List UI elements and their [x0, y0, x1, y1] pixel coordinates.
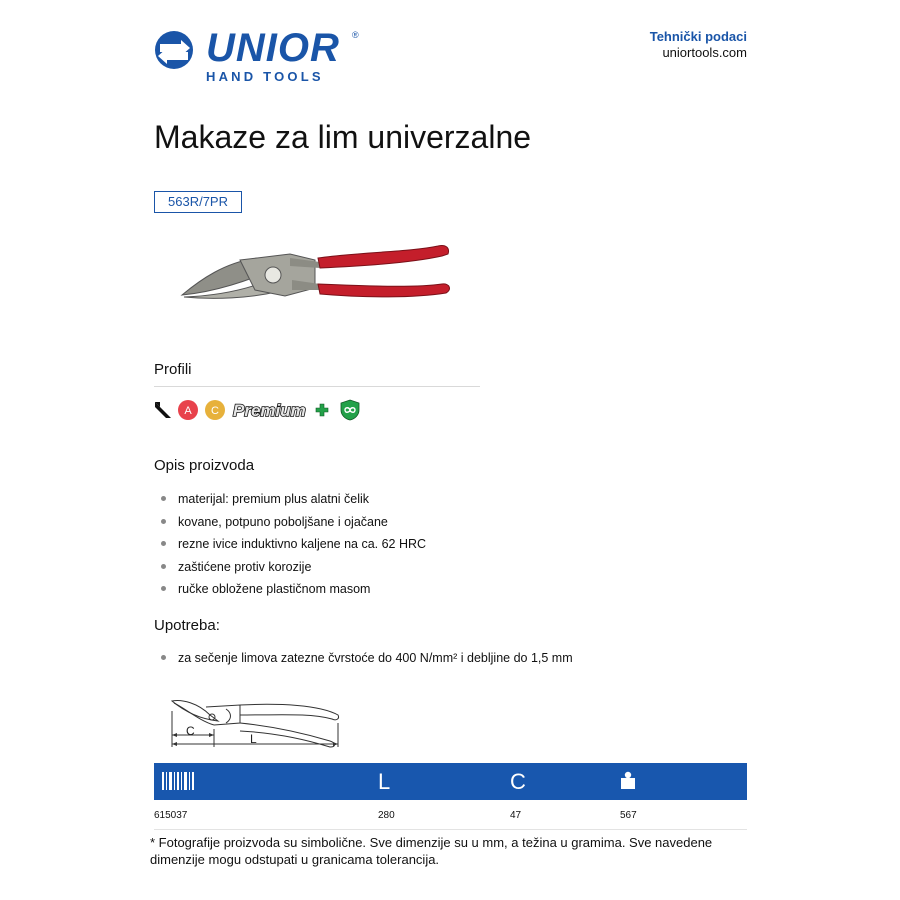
letter-a-badge-icon — [178, 400, 198, 420]
profiles-divider — [154, 386, 480, 387]
letter-c-badge-icon — [205, 400, 225, 420]
technical-data-label: Tehnički podaci — [649, 29, 747, 44]
list-item: za sečenje limova zatezne čvrstoće do 400 N/mm² i debljine do 1,5 mm — [154, 647, 573, 670]
brand-name: UNIOR — [206, 26, 340, 70]
registered-mark: ® — [352, 30, 359, 40]
table-header — [154, 763, 747, 800]
column-cut-length: C — [510, 769, 526, 794]
weight-icon — [620, 771, 636, 789]
durability-shield-icon — [340, 399, 360, 421]
dimension-diagram — [170, 693, 342, 753]
list-item: kovane, potpuno poboljšane i ojačane — [154, 511, 426, 534]
profiles-heading: Profili — [154, 361, 192, 378]
description-list — [154, 488, 426, 601]
cell-length: 280 — [378, 810, 395, 821]
cell-cut-length: 47 — [510, 810, 522, 821]
list-item: zaštićene protiv korozije — [154, 556, 426, 579]
tin-snips-image — [180, 240, 455, 310]
usage-heading: Upotreba: — [154, 617, 220, 634]
dimension-l-label: L — [250, 732, 257, 746]
product-code-badge: 563R/7PR — [154, 191, 242, 213]
description-heading: Opis proizvoda — [154, 457, 255, 474]
blade-angle-icon — [154, 401, 172, 419]
list-item: materijal: premium plus alatni čelik — [154, 488, 426, 511]
list-item: rezne ivice induktivno kaljene na ca. 62 HRC — [154, 533, 426, 556]
page-title: Makaze za lim univerzalne — [154, 119, 532, 155]
list-item: ručke obložene plastičnom masom — [154, 578, 426, 601]
premium-plus-icon — [231, 399, 335, 421]
table-row-divider — [154, 829, 747, 830]
badge-a-text: A — [184, 405, 192, 417]
usage-list — [154, 647, 573, 670]
footnote: * Fotografije proizvoda su simbolične. Sve dimenzije su u mm, a težina u gramima. Sve navedene dimenzije mogu odstupati u granicama tolerancija. — [150, 835, 713, 867]
brand-subtitle: HAND TOOLS — [206, 69, 324, 84]
cell-weight: 567 — [620, 810, 637, 821]
column-length: L — [378, 769, 391, 794]
cell-article-number: 615037 — [154, 810, 188, 821]
barcode-icon — [162, 772, 194, 790]
technical-data-block — [650, 29, 747, 61]
dimension-c-label: C — [186, 724, 195, 738]
website-link[interactable]: uniortools.com — [662, 45, 747, 60]
badge-c-text: C — [211, 405, 219, 417]
premium-text: Premium — [233, 401, 306, 420]
